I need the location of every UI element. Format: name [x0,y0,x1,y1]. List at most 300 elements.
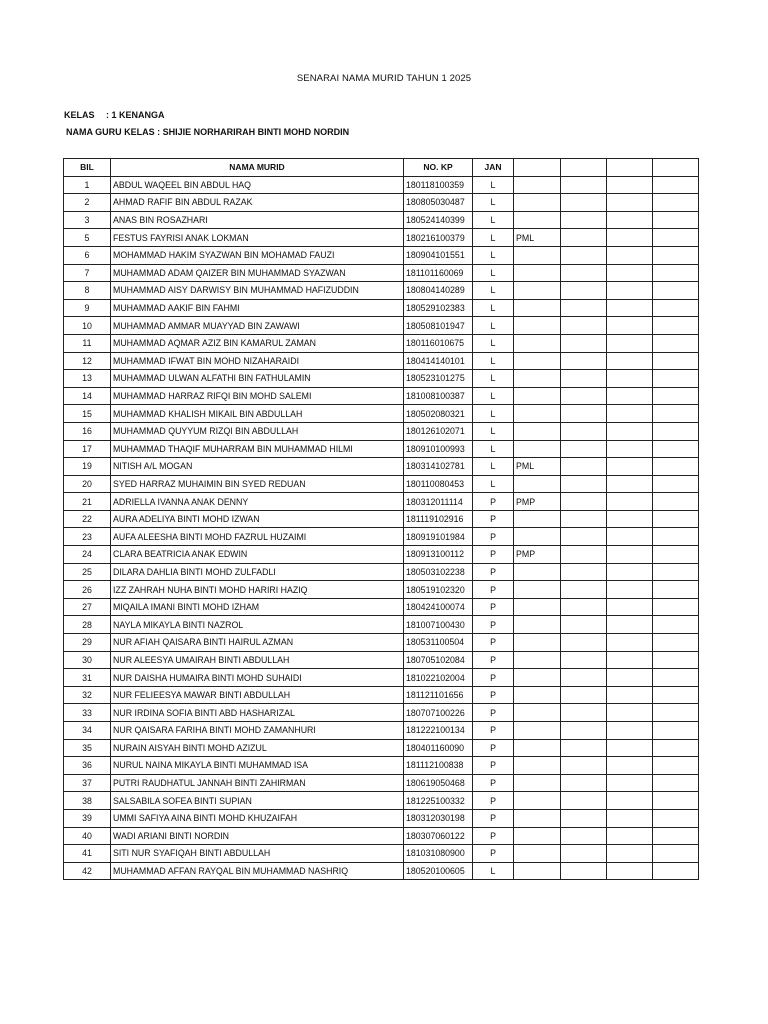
row-empty-cell [653,317,699,335]
table-row [64,387,699,405]
table-row [64,493,699,511]
row-empty-cell [561,739,607,757]
row-jan-cell: P [473,722,514,740]
row-nama-cell: NUR IRDINA SOFIA BINTI ABD HASHARIZAL [111,704,404,722]
row-empty-cell [653,827,699,845]
row-empty-cell [607,475,653,493]
row-nama-cell: NUR ALEESYA UMAIRAH BINTI ABDULLAH [111,651,404,669]
row-note-cell [514,563,561,581]
row-jan-cell: L [473,317,514,335]
row-note-cell [514,387,561,405]
row-empty-cell [653,739,699,757]
row-jan-cell: P [473,581,514,599]
row-jan-cell: P [473,634,514,652]
row-nama-cell: NUR AFIAH QAISARA BINTI HAIRUL AZMAN [111,634,404,652]
row-bil-cell: 20 [64,475,111,493]
row-bil-cell: 38 [64,792,111,810]
row-kp-cell: 180312011114 [404,493,473,511]
table-row [64,862,699,880]
row-empty-cell [561,422,607,440]
row-jan-cell: P [473,669,514,687]
row-note-cell [514,616,561,634]
row-jan-cell: P [473,528,514,546]
row-bil-cell: 30 [64,651,111,669]
row-empty-cell [561,299,607,317]
row-nama-cell: MUHAMMAD IFWAT BIN MOHD NIZAHARAIDI [111,352,404,370]
row-note-cell [514,282,561,300]
row-kp-cell: 181222100134 [404,722,473,740]
row-empty-cell [607,334,653,352]
table-row [64,686,699,704]
row-empty-cell [653,651,699,669]
row-nama-cell: NITISH A/L MOGAN [111,458,404,476]
table-row [64,757,699,775]
row-empty-cell [607,405,653,423]
table-row [64,722,699,740]
row-empty-cell [561,458,607,476]
row-empty-cell [561,651,607,669]
row-jan-cell: P [473,598,514,616]
row-nama-cell: MUHAMMAD AMMAR MUAYYAD BIN ZAWAWI [111,317,404,335]
row-nama-cell: AUFA ALEESHA BINTI MOHD FAZRUL HUZAIMI [111,528,404,546]
row-note-cell: PML [514,229,561,247]
row-bil-cell: 33 [64,704,111,722]
row-empty-cell [653,546,699,564]
row-empty-cell [561,334,607,352]
row-jan-cell: L [473,211,514,229]
table-row [64,510,699,528]
row-empty-cell [561,387,607,405]
table-row [64,581,699,599]
row-empty-cell [561,211,607,229]
row-empty-cell [653,528,699,546]
table-row [64,704,699,722]
row-nama-cell: NUR DAISHA HUMAIRA BINTI MOHD SUHAIDI [111,669,404,687]
row-empty-cell [561,845,607,863]
row-kp-cell: 181031080900 [404,845,473,863]
row-empty-cell [561,176,607,194]
row-empty-cell [653,563,699,581]
row-empty-cell [653,669,699,687]
row-empty-cell [653,422,699,440]
table-row [64,264,699,282]
row-empty-cell [607,651,653,669]
row-jan-cell: P [473,792,514,810]
row-empty-cell [607,370,653,388]
row-empty-cell [653,704,699,722]
row-empty-cell [607,317,653,335]
row-nama-cell: NAYLA MIKAYLA BINTI NAZROL [111,616,404,634]
row-bil-cell: 36 [64,757,111,775]
row-kp-cell: 180401160090 [404,739,473,757]
row-empty-cell [561,528,607,546]
row-empty-cell [561,774,607,792]
row-empty-cell [653,774,699,792]
row-jan-cell: P [473,493,514,511]
row-empty-cell [561,194,607,212]
row-empty-cell [653,440,699,458]
row-empty-cell [607,264,653,282]
table-row [64,370,699,388]
row-nama-cell: NURAIN AISYAH BINTI MOHD AZIZUL [111,739,404,757]
row-empty-cell [561,634,607,652]
row-empty-cell [653,510,699,528]
row-empty-cell [561,581,607,599]
row-note-cell [514,634,561,652]
row-kp-cell: 180524140399 [404,211,473,229]
row-kp-cell: 181022102004 [404,669,473,687]
row-empty-cell [561,370,607,388]
row-bil-cell: 6 [64,246,111,264]
row-empty-cell [607,704,653,722]
row-empty-cell [561,405,607,423]
row-empty-cell [607,493,653,511]
table-row [64,792,699,810]
row-kp-cell: 180414140101 [404,352,473,370]
row-bil-cell: 12 [64,352,111,370]
row-empty-cell [607,634,653,652]
row-note-cell [514,722,561,740]
row-note-cell [514,704,561,722]
row-empty-cell [653,634,699,652]
row-empty-cell [607,581,653,599]
row-bil-cell: 2 [64,194,111,212]
row-empty-cell [561,686,607,704]
row-bil-cell: 13 [64,370,111,388]
row-note-cell [514,405,561,423]
row-kp-cell: 181008100387 [404,387,473,405]
row-note-cell [514,317,561,335]
row-jan-cell: P [473,616,514,634]
row-jan-cell: L [473,282,514,300]
row-empty-cell [607,757,653,775]
row-empty-cell [653,792,699,810]
row-empty-cell [561,282,607,300]
row-kp-cell: 180805030487 [404,194,473,212]
row-jan-cell: L [473,299,514,317]
table-row [64,598,699,616]
table-row [64,229,699,247]
row-kp-cell: 181112100838 [404,757,473,775]
row-kp-cell: 180619050468 [404,774,473,792]
row-nama-cell: MUHAMMAD HARRAZ RIFQI BIN MOHD SALEMI [111,387,404,405]
row-note-cell: PMP [514,493,561,511]
row-note-cell [514,598,561,616]
row-kp-cell: 180314102781 [404,458,473,476]
row-note-cell [514,845,561,863]
row-empty-cell [561,440,607,458]
row-bil-cell: 34 [64,722,111,740]
row-nama-cell: PUTRI RAUDHATUL JANNAH BINTI ZAHIRMAN [111,774,404,792]
row-empty-cell [561,563,607,581]
row-empty-cell [561,722,607,740]
table-row [64,352,699,370]
row-jan-cell: L [473,475,514,493]
table-row [64,422,699,440]
header-blank-2 [561,159,607,177]
row-note-cell [514,176,561,194]
table-row [64,211,699,229]
row-empty-cell [607,739,653,757]
row-nama-cell: MUHAMMAD KHALISH MIKAIL BIN ABDULLAH [111,405,404,423]
row-empty-cell [653,598,699,616]
row-nama-cell: ABDUL WAQEEL BIN ABDUL HAQ [111,176,404,194]
row-bil-cell: 23 [64,528,111,546]
row-nama-cell: SALSABILA SOFEA BINTI SUPIAN [111,792,404,810]
row-empty-cell [561,493,607,511]
row-empty-cell [653,229,699,247]
row-jan-cell: P [473,739,514,757]
header-blank-4 [653,159,699,177]
row-empty-cell [653,194,699,212]
row-jan-cell: L [473,264,514,282]
row-empty-cell [607,510,653,528]
row-empty-cell [607,598,653,616]
table-row [64,475,699,493]
row-empty-cell [653,176,699,194]
row-jan-cell: L [473,370,514,388]
row-jan-cell: L [473,405,514,423]
header-bil: BIL [64,159,111,177]
row-bil-cell: 31 [64,669,111,687]
table-row [64,809,699,827]
row-empty-cell [653,334,699,352]
row-empty-cell [607,387,653,405]
row-note-cell [514,686,561,704]
table-row [64,299,699,317]
row-jan-cell: P [473,845,514,863]
row-empty-cell [653,282,699,300]
row-kp-cell: 180910100993 [404,440,473,458]
row-empty-cell [607,211,653,229]
row-bil-cell: 14 [64,387,111,405]
row-note-cell [514,669,561,687]
row-empty-cell [607,563,653,581]
row-empty-cell [607,246,653,264]
row-empty-cell [607,440,653,458]
row-bil-cell: 29 [64,634,111,652]
row-empty-cell [607,774,653,792]
row-note-cell [514,862,561,880]
row-bil-cell: 16 [64,422,111,440]
row-empty-cell [653,581,699,599]
row-bil-cell: 26 [64,581,111,599]
row-bil-cell: 40 [64,827,111,845]
table-row [64,317,699,335]
row-bil-cell: 17 [64,440,111,458]
row-bil-cell: 5 [64,229,111,247]
row-kp-cell: 180424100074 [404,598,473,616]
row-kp-cell: 180508101947 [404,317,473,335]
row-bil-cell: 8 [64,282,111,300]
row-note-cell [514,475,561,493]
row-jan-cell: P [473,827,514,845]
table-row [64,246,699,264]
row-empty-cell [653,370,699,388]
row-nama-cell: IZZ ZAHRAH NUHA BINTI MOHD HARIRI HAZIQ [111,581,404,599]
row-empty-cell [607,194,653,212]
row-bil-cell: 22 [64,510,111,528]
row-empty-cell [607,528,653,546]
table-row [64,669,699,687]
row-note-cell [514,792,561,810]
row-nama-cell: AURA ADELIYA BINTI MOHD IZWAN [111,510,404,528]
row-kp-cell: 180531100504 [404,634,473,652]
table-row [64,827,699,845]
row-empty-cell [607,616,653,634]
row-note-cell [514,422,561,440]
row-nama-cell: ADRIELLA IVANNA ANAK DENNY [111,493,404,511]
header-blank-3 [607,159,653,177]
row-nama-cell: MUHAMMAD AQMAR AZIZ BIN KAMARUL ZAMAN [111,334,404,352]
row-jan-cell: L [473,334,514,352]
row-bil-cell: 11 [64,334,111,352]
row-empty-cell [653,845,699,863]
row-kp-cell: 180216100379 [404,229,473,247]
row-note-cell [514,352,561,370]
row-bil-cell: 42 [64,862,111,880]
row-jan-cell: P [473,510,514,528]
row-empty-cell [653,475,699,493]
row-bil-cell: 24 [64,546,111,564]
row-jan-cell: P [473,651,514,669]
row-nama-cell: SYED HARRAZ MUHAIMIN BIN SYED REDUAN [111,475,404,493]
row-kp-cell: 180705102084 [404,651,473,669]
row-empty-cell [607,176,653,194]
row-empty-cell [561,792,607,810]
row-bil-cell: 1 [64,176,111,194]
student-roster-table [63,158,699,880]
row-note-cell [514,299,561,317]
row-kp-cell: 180116010675 [404,334,473,352]
row-bil-cell: 10 [64,317,111,335]
row-kp-cell: 180503102238 [404,563,473,581]
row-empty-cell [561,862,607,880]
row-empty-cell [561,264,607,282]
row-jan-cell: L [473,352,514,370]
row-nama-cell: MUHAMMAD AAKIF BIN FAHMI [111,299,404,317]
row-note-cell [514,370,561,388]
row-empty-cell [653,616,699,634]
row-kp-cell: 181007100430 [404,616,473,634]
row-kp-cell: 180110080453 [404,475,473,493]
row-note-cell [514,334,561,352]
row-note-cell: PMP [514,546,561,564]
row-nama-cell: CLARA BEATRICIA ANAK EDWIN [111,546,404,564]
row-nama-cell: SITI NUR SYAFIQAH BINTI ABDULLAH [111,845,404,863]
row-empty-cell [653,493,699,511]
row-empty-cell [607,282,653,300]
row-jan-cell: P [473,546,514,564]
row-empty-cell [561,510,607,528]
row-empty-cell [607,862,653,880]
row-empty-cell [607,229,653,247]
row-note-cell [514,528,561,546]
row-kp-cell: 180307060122 [404,827,473,845]
row-nama-cell: MUHAMMAD THAQIF MUHARRAM BIN MUHAMMAD HILMI [111,440,404,458]
row-empty-cell [561,616,607,634]
row-empty-cell [607,422,653,440]
row-empty-cell [653,722,699,740]
row-kp-cell: 180913100112 [404,546,473,564]
row-empty-cell [607,546,653,564]
row-empty-cell [607,809,653,827]
row-kp-cell: 180804140289 [404,282,473,300]
table-row [64,440,699,458]
row-empty-cell [653,387,699,405]
table-row [64,774,699,792]
row-jan-cell: L [473,176,514,194]
row-empty-cell [653,264,699,282]
table-row [64,176,699,194]
row-note-cell [514,809,561,827]
row-jan-cell: L [473,246,514,264]
row-empty-cell [607,352,653,370]
row-bil-cell: 15 [64,405,111,423]
row-empty-cell [653,862,699,880]
row-empty-cell [607,827,653,845]
row-jan-cell: L [473,422,514,440]
row-nama-cell: MUHAMMAD ULWAN ALFATHI BIN FATHULAMIN [111,370,404,388]
kelas-value: : 1 KENANGA [106,110,165,120]
row-jan-cell: P [473,686,514,704]
row-jan-cell: L [473,458,514,476]
row-kp-cell: 180519102320 [404,581,473,599]
header-no-kp: NO. KP [404,159,473,177]
row-jan-cell: L [473,862,514,880]
class-teacher-line: NAMA GURU KELAS : SHIJIE NORHARIRAH BINTI MOHD NORDIN [66,127,350,137]
row-kp-cell: 180312030198 [404,809,473,827]
row-empty-cell [561,246,607,264]
row-kp-cell: 180520100605 [404,862,473,880]
row-jan-cell: P [473,704,514,722]
row-bil-cell: 27 [64,598,111,616]
row-nama-cell: FESTUS FAYRISI ANAK LOKMAN [111,229,404,247]
row-nama-cell: ANAS BIN ROSAZHARI [111,211,404,229]
row-note-cell [514,774,561,792]
row-empty-cell [561,704,607,722]
row-jan-cell: P [473,757,514,775]
kelas-line [64,110,165,120]
row-note-cell: PML [514,458,561,476]
row-kp-cell: 180523101275 [404,370,473,388]
row-empty-cell [561,475,607,493]
table-row [64,405,699,423]
row-bil-cell: 39 [64,809,111,827]
header-nama-murid: NAMA MURID [111,159,404,177]
row-note-cell [514,651,561,669]
row-nama-cell: NUR QAISARA FARIHA BINTI MOHD ZAMANHURI [111,722,404,740]
row-note-cell [514,264,561,282]
table-header-row [64,159,699,177]
row-empty-cell [561,598,607,616]
row-kp-cell: 180919101984 [404,528,473,546]
row-note-cell [514,581,561,599]
row-empty-cell [653,686,699,704]
row-note-cell [514,757,561,775]
row-jan-cell: L [473,194,514,212]
row-note-cell [514,827,561,845]
row-jan-cell: P [473,563,514,581]
row-nama-cell: MUHAMMAD ADAM QAIZER BIN MUHAMMAD SYAZWAN [111,264,404,282]
row-bil-cell: 32 [64,686,111,704]
table-row [64,528,699,546]
row-nama-cell: DILARA DAHLIA BINTI MOHD ZULFADLI [111,563,404,581]
row-empty-cell [561,827,607,845]
row-empty-cell [607,458,653,476]
row-jan-cell: L [473,229,514,247]
row-empty-cell [561,757,607,775]
